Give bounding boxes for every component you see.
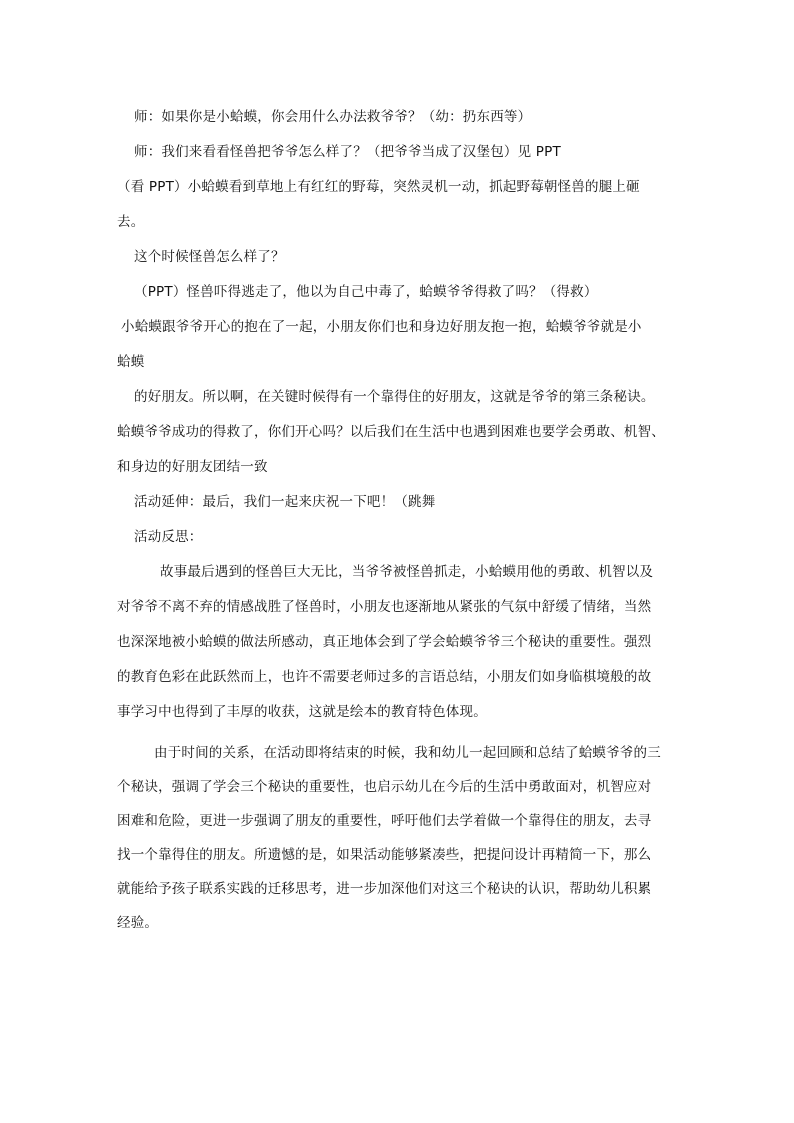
text-line-21: 困难和危险，更进一步强调了朋友的重要性，呼吁他们去学着做一个靠得住的朋友，去寻: [117, 813, 652, 829]
text-line-20: 个秘诀，强调了学会三个秘诀的重要性，也启示幼儿在今后的生活中勇敢面对，机智应对: [117, 779, 652, 795]
text-line-16: 也深深地被小蛤蟆的做法所感动，真正地体会到了学会蛤蟆爷爷三个秘诀的重要性。强烈: [117, 634, 652, 650]
text-line-10: 蛤蟆爷爷成功的得救了，你们开心吗？以后我们在生活中也遇到困难也要学会勇敢、机智、: [117, 424, 665, 440]
text-line-23: 就能给予孩子联系实践的迁移思考，进一步加深他们对这三个秘诀的认识，帮助幼儿积累: [117, 881, 652, 897]
text-line-12: 活动延伸：最后，我们一起来庆祝一下吧！（跳舞: [134, 494, 436, 510]
text-line-14: 故事最后遇到的怪兽巨大无比，当爷爷被怪兽抓走，小蛤蟆用他的勇敢、机智以及: [160, 564, 654, 580]
text-line-5: 这个时候怪兽怎么样了？: [134, 249, 285, 265]
text-line-15: 对爷爷不离不弃的情感战胜了怪兽时，小朋友也逐渐地从紧张的气氛中舒缓了情绪，当然: [117, 599, 652, 615]
text-line-8: 蛤蟆: [117, 354, 145, 370]
text-line-7: 小蛤蟆跟爷爷开心的抱在了一起，小朋友你们也和身边好朋友抱一抱，蛤蟆爷爷就是小: [121, 319, 642, 335]
text-line-6: （PPT）怪兽吓得逃走了，他以为自己中毒了，蛤蟆爷爷得救了吗？（得救）: [134, 284, 598, 300]
text-line-3: （看 PPT）小蛤蟆看到草地上有红红的野莓，突然灵机一动，抓起野莓朝怪兽的腿上砸: [117, 179, 640, 195]
text-line-24: 经验。: [117, 915, 159, 931]
text-line-18: 事学习中也得到了丰厚的收获，这就是绘本的教育特色体现。: [117, 704, 487, 720]
text-line-9: 的好朋友。所以啊，在关键时候得有一个靠得住的好朋友，这就是爷爷的第三条秘诀。: [134, 389, 655, 405]
text-line-11: 和身边的好朋友团结一致: [117, 459, 268, 475]
text-line-17: 的教育色彩在此跃然而上，也许不需要老师过多的言语总结，小朋友们如身临棋境般的故: [117, 669, 652, 685]
text-line-19: 由于时间的关系，在活动即将结束的时候，我和幼儿一起回顾和总结了蛤蟆爷爷的三: [154, 745, 661, 761]
text-line-1: 师：如果你是小蛤蟆，你会用什么办法救爷爷？（幼：扔东西等）: [134, 109, 532, 125]
text-line-4: 去。: [117, 214, 145, 230]
text-line-13: 活动反思：: [134, 529, 203, 545]
text-line-2: 师：我们来看看怪兽把爷爷怎么样了？（把爷爷当成了汉堡包）见 PPT: [134, 144, 561, 160]
text-line-22: 找一个靠得住的朋友。所遗憾的是，如果活动能够紧凑些，把提问设计再精简一下，那么: [117, 847, 652, 863]
